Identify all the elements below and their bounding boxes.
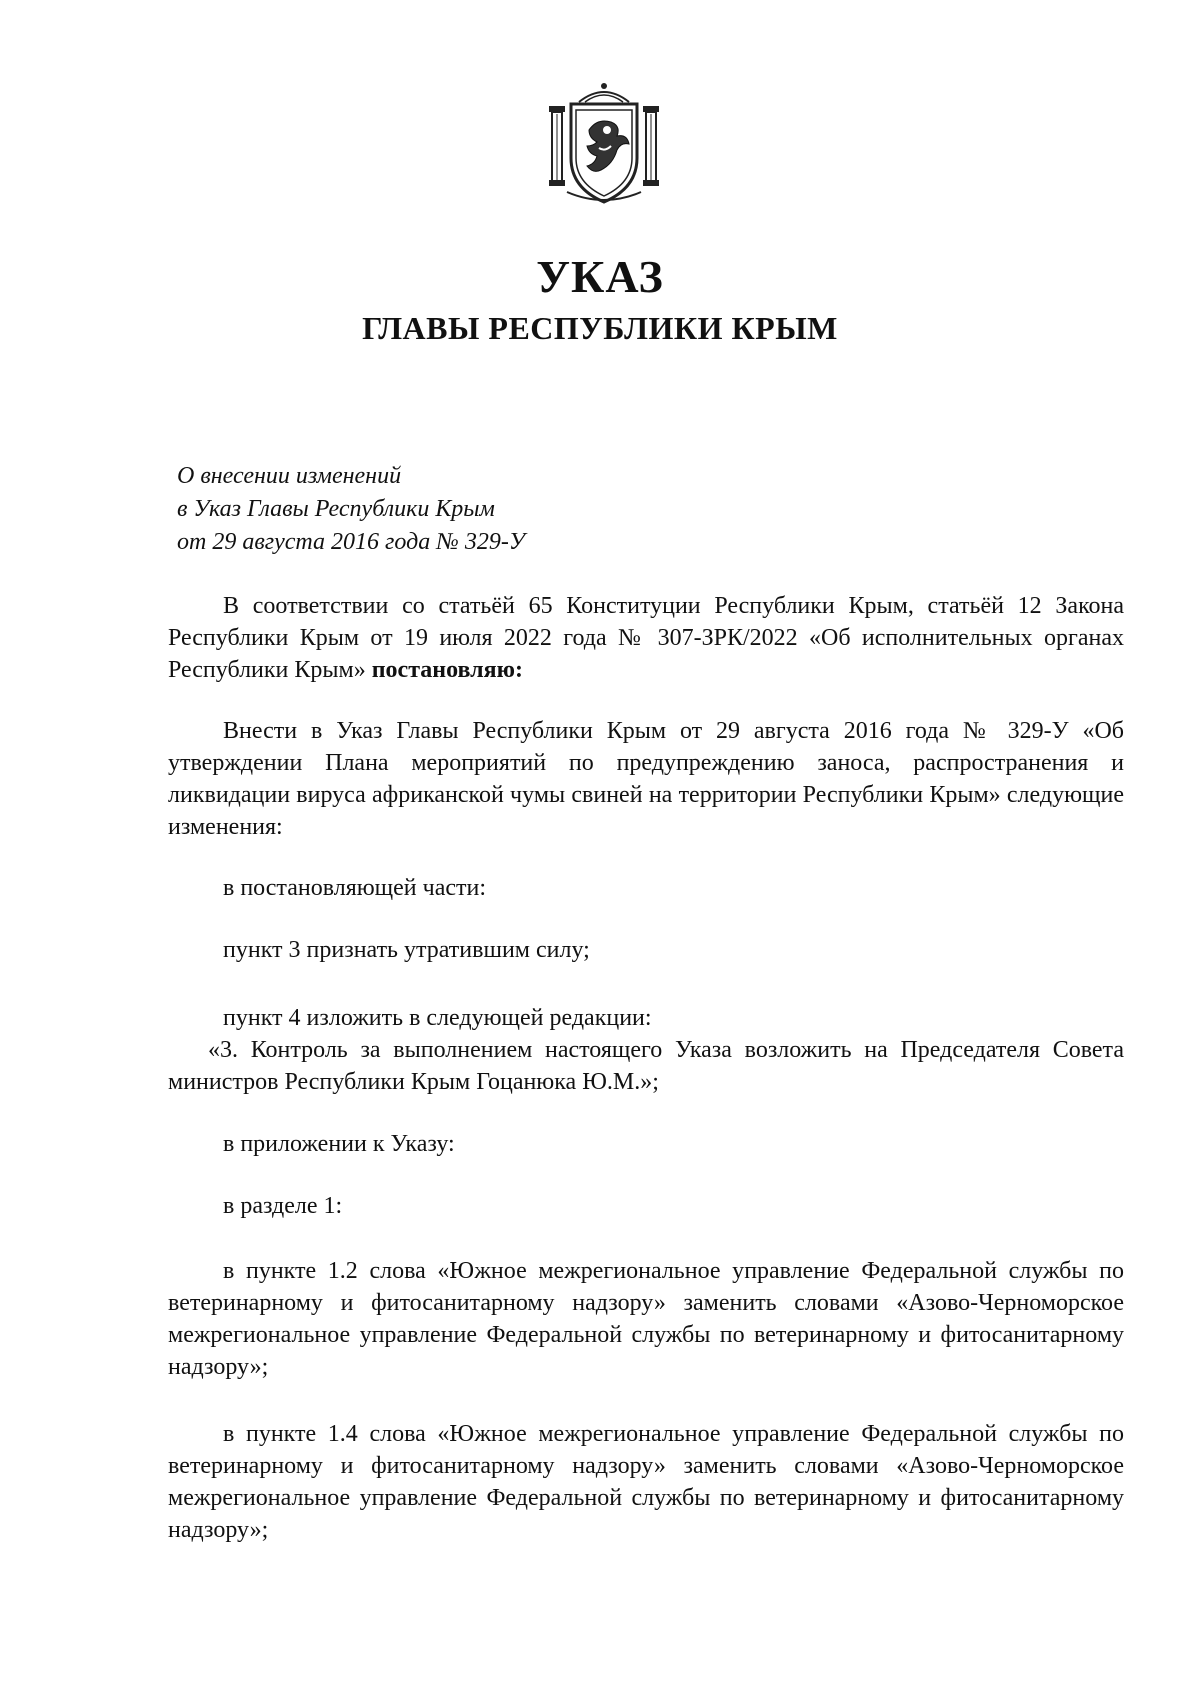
point4-item [168, 1002, 1124, 1034]
item-1-4-text: в пункте 1.4 слова «Южное межрегиональное управление Федеральной службы по ветеринарному и фитосанитарному надзору» заменить словами «Азово-Черноморское межрегиональное управление Федеральной службы по ветеринарному и фитосанитарному надзору»; [168, 1421, 1124, 1543]
operative-part-item [168, 872, 1124, 904]
decree-subject [177, 460, 525, 559]
crimea-coat-of-arms-icon [541, 80, 667, 205]
item-1-2-paragraph [168, 1255, 1124, 1383]
preamble-text: В соответствии со статьёй 65 Конституции Республики Крым, статьёй 12 Закона Республики Крым от 19 июля 2022 года № 307-ЗРК/2022 «Об исполнительных органах Республики Крым» [168, 593, 1124, 683]
document-subtitle: ГЛАВЫ РЕСПУБЛИКИ КРЫМ [362, 310, 838, 346]
subject-line-3: от 29 августа 2016 года № 329-У [177, 529, 525, 555]
point4-new-wording [168, 1034, 1124, 1098]
preamble-paragraph [168, 590, 1124, 686]
point3-item [168, 934, 1124, 966]
document-title: УКАЗ [536, 251, 664, 302]
resolve-word: постановляю: [371, 657, 523, 683]
subject-line-1: О внесении изменений [177, 463, 402, 489]
annex-text: в приложении к Указу: [223, 1131, 455, 1157]
point4-text: пункт 4 изложить в следующей редакции: [223, 1005, 652, 1031]
operative-part-text: в постановляющей части: [223, 875, 487, 901]
main-text: Внести в Указ Главы Республики Крым от 29 августа 2016 года № 329-У «Об утверждении Плана мероприятий по предупреждению заноса, распространения и ликвидации вируса африканской чумы свиней на территории Республики Крым» следующие изменения: [168, 718, 1124, 840]
point3-text: пункт 3 признать утратившим силу; [223, 937, 590, 963]
section1-text: в разделе 1: [223, 1193, 343, 1219]
point4-new-text: «3. Контроль за выполнением настоящего Указа возложить на Председателя Совета министров Республики Крым Гоцанюка Ю.М.»; [168, 1037, 1124, 1095]
subject-line-2: в Указ Главы Республики Крым [177, 496, 495, 522]
section1-item [168, 1190, 1124, 1222]
item-1-2-text: в пункте 1.2 слова «Южное межрегиональное управление Федеральной службы по ветеринарному и фитосанитарному надзору» заменить словами «Азово-Черноморское межрегиональное управление Федеральной службы по ветеринарному и фитосанитарному надзору»; [168, 1258, 1124, 1380]
annex-item [168, 1128, 1124, 1160]
main-paragraph [168, 715, 1124, 843]
item-1-4-paragraph [168, 1418, 1124, 1546]
